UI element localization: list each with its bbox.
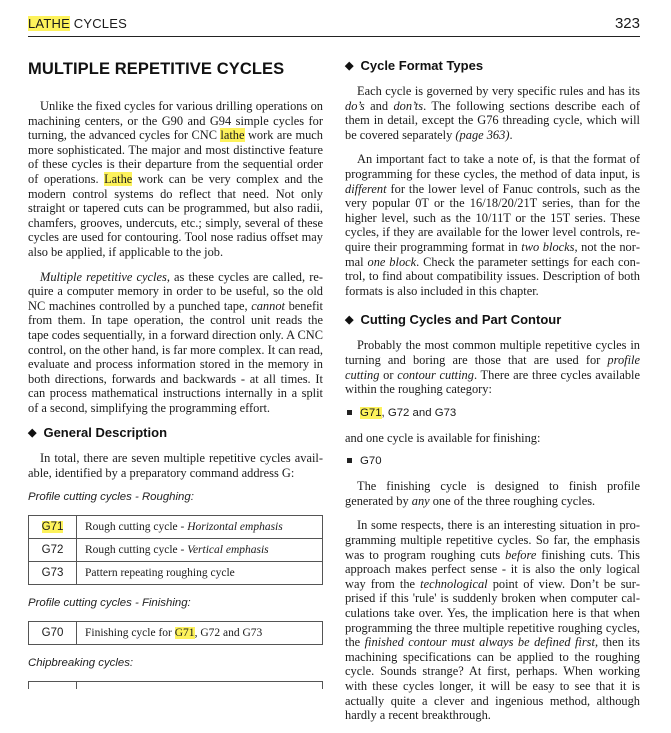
diamond-bullet-icon: ◆ — [28, 427, 37, 440]
table-row: G72 Rough cutting cycle - Vertical emphasis — [29, 538, 323, 561]
right-column — [345, 50, 640, 733]
rules-paragraph: Each cycle is governed by very specific rules and has its do’s and don’ts. The following sections describe each of them in detail, except the G76 threading cycle, which will be covered separately (page 363). — [345, 84, 640, 142]
search-highlight: Lathe — [104, 171, 133, 186]
situation-paragraph: In some respects, there is an interesting situation in programming multiple repetitive cycles. So far, the emphasis was to program roughing cuts before finishing cuts. This approach makes perfect sense - it is also the only logical way from the technological point of view. Don’t be surprised if this 'rule' is suddenly broken when computer calculations take over. Yes, the implication here is that when programming the three multiple repetitive roughing cycles, the finished contour must always be defined first, then its machining specifications can be applied to the roughing cycle. Sounds strange? At first, perhaps. When working with these cycles longer, it will be easy to see that it is actually quite a clever and ingenious method, although hardly a recent breakthrough. — [345, 518, 640, 723]
section-heading-cutting-cycles: ◆ Cutting Cycles and Part Contour — [345, 312, 562, 328]
section-heading-cycle-format: ◆ Cycle Format Types — [345, 58, 484, 73]
search-highlight: LATHE — [28, 16, 70, 31]
memory-paragraph: Multiple repetitive cycles, as these cycles are called, require a computer memory in order to be useful, so the old NC machines controlled by a punched tape, cannot benefit from them. In tape operation, the control unit reads the tape codes sequentially, in a forward direction only. A CNC control, on the other hand, is far more complex. It can read, evaluate and process information stored in the memory in both directions, forwards and backwards - at all times. It can process mathematical instructions internally in a split of a second, simplifying the programming effort. — [28, 269, 323, 415]
finishing-caption: Profile cutting cycles - Finishing: — [28, 596, 191, 609]
section-heading-general: ◆ General Description — [28, 425, 168, 441]
search-highlight: G71 — [41, 520, 64, 533]
finishing-paragraph: The finishing cycle is designed to finish profile generated by any one of the three roughing cycles. — [345, 479, 640, 508]
search-highlight: G71 — [360, 406, 382, 419]
format-paragraph: An important fact to take a note of, is that the format of programming for these cycles, the method of data input, is different for the lower level of Fanuc controls, such as the very popular 0T or the 16/18/20/21T series, than for the higher level, such as the 10/11T or the 15T series. These cycles, if they are available for the lower level controls, require their programming format in two blocks, not the normal one block. Check the parameter settings for each control, to find about compatibility issues. Description of both formats is also included in this chapter. — [345, 152, 641, 298]
page-number: 323 — [614, 15, 640, 32]
section-title: LATHE CYCLES — [28, 16, 127, 31]
left-column — [28, 50, 323, 689]
square-bullet-icon — [347, 410, 352, 415]
search-highlight: lathe — [220, 128, 245, 143]
table-row: G73 Pattern repeating roughing cycle — [29, 561, 323, 584]
square-bullet-icon — [347, 458, 352, 463]
search-highlight: G71 — [174, 626, 195, 639]
table-row: G70 Finishing cycle for G71, G72 and G73 — [29, 621, 323, 644]
page-header — [28, 14, 640, 37]
chipbreaking-caption: Chipbreaking cycles: — [28, 656, 134, 669]
diamond-bullet-icon: ◆ — [345, 60, 354, 72]
intro-paragraph: Unlike the fixed cycles for various drilling operations on machining centers, or the G90 and G94 simple cycles for turning, the advanced cycles for CNC lathe work are much more sophisticated. The major and most distinctive feature of these cycles is their departure from the sequential order of operations. Lathe work can be very complex and the modern control systems do reflect that need. Not only straight or tapered cuts can be programmed, but also radii, chamfers, grooves, undercuts, etc.; simply, several of these cycles are used for contouring. Tool nose radius offset may also be applied, if applicable to the job. — [28, 99, 323, 259]
roughing-caption: Profile cutting cycles - Roughing: — [28, 490, 194, 503]
general-paragraph: In total, there are seven multiple repetitive cycles available, identified by a preparatory command address G: — [28, 451, 323, 481]
cut-off-table — [28, 681, 323, 689]
table-row: G71 Rough cutting cycle - Horizontal emphasis — [29, 515, 323, 538]
diamond-bullet-icon: ◆ — [345, 314, 354, 327]
list-item: G70 — [345, 455, 640, 467]
contour-paragraph: Probably the most common multiple repetitive cycles in turning and boring are those that are used for profile cutting or contour cutting. There are three cycles available within the roughing category: — [345, 338, 640, 397]
list-item: G71, G72 and G73 — [345, 407, 640, 419]
finishing-intro: and one cycle is available for finishing: — [345, 430, 541, 445]
chapter-title: MULTIPLE REPETITIVE CYCLES — [28, 60, 285, 78]
finishing-table — [28, 621, 323, 645]
roughing-table — [28, 515, 323, 585]
